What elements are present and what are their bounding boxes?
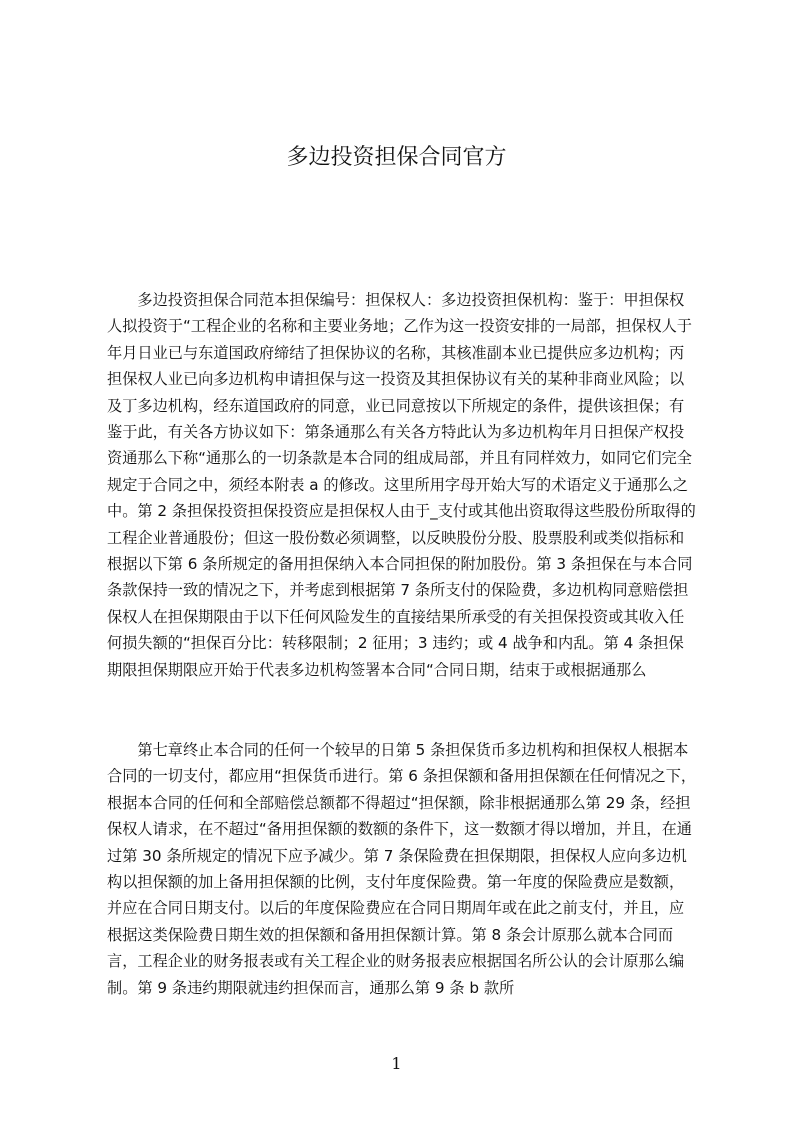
document-title: 多边投资担保合同官方 [286,145,507,170]
page-number: 1 [391,1054,402,1073]
body-paragraph-2: 第七章终止本合同的任何一个较早的日第 5 条担保货币多边机构和担保权人根据本合同的一切支付，都应用“担保货币进行。第 6 条担保额和备用担保额在任何情况之下，根据本合同的任何和全部赔偿总额都不得超过“担保额，除非根据通那么第 29 条，经担保权人请求，在不超过“备用担保额的数额的条件下，这一数额才得以增加，并且，在通过第 30 条所规定的情况下应予减少。第 7 条保险费在担保期限，担保权人应向多边机构以担保额的加上备用担保额的比例，支付年度保险费。第一年度的保险费应是数额，并应在合同日期支付。以后的年度保险费应在合同日期周年或在此之前支付，并且，应根据这类保险费日期生效的担保额和备用担保额计算。第 8 条会计原那么就本合同而言，工程企业的财务报表或有关工程企业的财务报表应根据国名所公认的会计原那么编制。第 9 条违约期限就违约担保而言，通那么第 9 条 b 款所 [107,741,697,997]
body-paragraph-1: 多边投资担保合同范本担保编号：担保权人：多边投资担保机构：鉴于：甲担保权人拟投资于“工程企业的名称和主要业务地；乙作为这一投资安排的一局部，担保权人于年月日业已与东道国政府缔结了担保协议的名称，其核准副本业已提供应多边机构；丙担保权人业已向多边机构申请担保与这一投资及其担保协议有关的某种非商业风险；以及丁多边机构，经东道国政府的同意，业已同意按以下所规定的条件，提供该担保；有鉴于此，有关各方协议如下：第条通那么有关各方特此认为多边机构年月日担保产权投资通那么下称“通那么的一切条款是本合同的组成局部，并且有同样效力，如同它们完全规定于合同之中，须经本附表 a 的修改。这里所用字母开始大写的术语定义于通那么之中。第 2 条担保投资担保投资应是担保权人由于_支付或其他出资取得这些股份所取得的工程企业普通股份；但这一股份数必须调整，以反映股份分股、股票股利或类似指标和根据以下第 6 条所规定的备用担保纳入本合同担保的附加股份。第 3 条担保在与本合同条款保持一致的情况之下，并考虑到根据第 7 条所支付的保险费，多边机构同意赔偿担保权人在担保期限由于以下任何风险发生的直接结果所承受的有关担保投资或其收入任何损失额的“担保百分比：转移限制；2 征用；3 违约；或 4 战争和内乱。第 4 条担保期限担保期限应开始于代表多边机构签署本合同“合同日期，结束于或根据通那么 [107,291,696,679]
